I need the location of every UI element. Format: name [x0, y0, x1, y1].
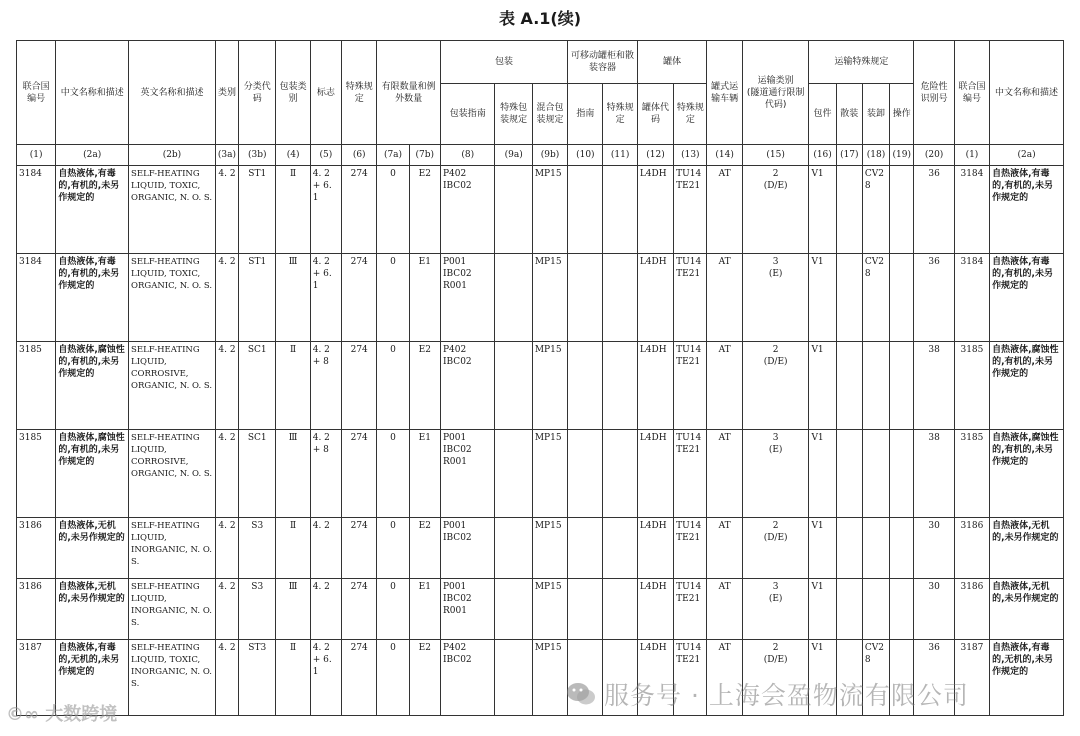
cell-limited-quantity: 0	[377, 254, 409, 342]
cell-name-en: SELF-HEATING LIQUID, INORGANIC, N. O. S.	[129, 518, 216, 579]
cell-class-code: S3	[239, 518, 276, 579]
header-pack-special: 特殊包装规定	[495, 84, 532, 145]
cell-special-provisions: 274	[342, 579, 377, 640]
cell-labels: 4. 2	[310, 579, 341, 640]
cell-st-packages: V1	[809, 166, 836, 254]
cell-st-operation	[890, 166, 914, 254]
brand-logo	[6, 700, 117, 726]
header-tank-code: 罐体代码	[637, 84, 673, 145]
header-class: 类别	[215, 41, 238, 145]
cell-class-code: ST1	[239, 166, 276, 254]
header-class-code: 分类代码	[239, 41, 276, 145]
cell-mixed-packing: MP15	[532, 430, 567, 518]
watermark	[566, 676, 969, 713]
cell-packing-instruction: P001 IBC02 R001	[440, 254, 495, 342]
cell-un-number-right: 3185	[954, 342, 989, 430]
column-number: (7a)	[377, 145, 409, 166]
header-tank-vehicle: 罐式运输车辆	[707, 41, 742, 145]
cell-packing-instruction: P402 IBC02	[440, 342, 495, 430]
cell-name-zh-right: 自热液体,腐蚀性的,有机的,未另作规定的	[990, 430, 1064, 518]
cell-st-bulk	[836, 254, 862, 342]
header-name-zh-right: 中文名称和描述	[990, 41, 1064, 145]
header-tank-special: 特殊规定	[674, 84, 707, 145]
cell-hazard-id: 36	[914, 254, 954, 342]
column-number: (6)	[342, 145, 377, 166]
cell-packing-instruction: P001 IBC02	[440, 518, 495, 579]
cell-st-operation	[890, 579, 914, 640]
cell-portable-instruction	[568, 579, 603, 640]
cell-mixed-packing: MP15	[532, 579, 567, 640]
column-number: (5)	[310, 145, 341, 166]
cell-name-en: SELF-HEATING LIQUID, INORGANIC, N. O. S.	[129, 579, 216, 640]
header-portable-tanks: 可移动罐柜和散装容器	[568, 41, 638, 84]
cell-name-en: SELF-HEATING LIQUID, TOXIC, ORGANIC, N. O. S.	[129, 254, 216, 342]
cell-st-packages: V1	[809, 430, 836, 518]
column-number: (11)	[603, 145, 637, 166]
column-number: (14)	[707, 145, 742, 166]
cell-st-bulk	[836, 166, 862, 254]
logo-icon: ©∞	[6, 704, 46, 725]
cell-hazard-id: 36	[914, 166, 954, 254]
cell-tank-vehicle: AT	[707, 430, 742, 518]
cell-st-bulk	[836, 430, 862, 518]
cell-name-zh: 自热液体,腐蚀性的,有机的,未另作规定的	[56, 430, 129, 518]
cell-name-zh-right: 自热液体,无机的,未另作规定的	[990, 579, 1064, 640]
logo-text: 大数跨境	[45, 704, 118, 725]
cell-limited-quantity: 0	[377, 518, 409, 579]
cell-un-number: 3186	[17, 579, 56, 640]
watermark-text: 服务号 · 上海会盈物流有限公司	[604, 681, 969, 710]
cell-transport-category: 2 (D/E)	[742, 640, 809, 716]
cell-st-bulk	[836, 342, 862, 430]
cell-limited-quantity: 0	[377, 579, 409, 640]
cell-name-zh-right: 自热液体,腐蚀性的,有机的,未另作规定的	[990, 342, 1064, 430]
cell-st-packages: V1	[809, 254, 836, 342]
cell-mixed-packing: MP15	[532, 342, 567, 430]
cell-class: 4. 2	[215, 430, 238, 518]
cell-name-zh: 自热液体,有毒的,无机的,未另作规定的	[56, 640, 129, 716]
header-name-en: 英文名称和描述	[129, 41, 216, 145]
cell-tank-special: TU14 TE21	[674, 518, 707, 579]
column-number: (18)	[862, 145, 889, 166]
header-special-transport: 运输特殊规定	[809, 41, 914, 84]
cell-portable-special	[603, 254, 637, 342]
cell-packing-instruction: P001 IBC02 R001	[440, 579, 495, 640]
cell-labels: 4. 2 + 6. 1	[310, 254, 341, 342]
cell-class-code: SC1	[239, 430, 276, 518]
cell-un-number-right: 3186	[954, 579, 989, 640]
cell-excepted-quantity: E1	[409, 254, 440, 342]
cell-labels: 4. 2 + 8	[310, 430, 341, 518]
column-number: (3a)	[215, 145, 238, 166]
header-pack-mixed: 混合包装规定	[532, 84, 567, 145]
cell-class: 4. 2	[215, 166, 238, 254]
cell-st-loading: CV28	[862, 166, 889, 254]
cell-mixed-packing: MP15	[532, 640, 567, 716]
column-number: (19)	[890, 145, 914, 166]
cell-packing-special	[495, 342, 532, 430]
cell-packing-special	[495, 166, 532, 254]
cell-st-packages: V1	[809, 579, 836, 640]
cell-tank-vehicle: AT	[707, 579, 742, 640]
cell-packing-group: Ⅲ	[276, 579, 310, 640]
cell-tank-special: TU14 TE21	[674, 640, 707, 716]
cell-st-loading	[862, 579, 889, 640]
cell-class: 4. 2	[215, 640, 238, 716]
cell-st-loading: CV28	[862, 640, 889, 716]
cell-st-bulk	[836, 518, 862, 579]
cell-st-operation	[890, 518, 914, 579]
cell-special-provisions: 274	[342, 518, 377, 579]
cell-tank-special: TU14 TE21	[674, 166, 707, 254]
cell-portable-instruction	[568, 166, 603, 254]
cell-class-code: SC1	[239, 342, 276, 430]
cell-packing-instruction: P001 IBC02 R001	[440, 430, 495, 518]
cell-packing-group: Ⅲ	[276, 254, 310, 342]
header-hazard-id: 危险性识别号	[914, 41, 954, 145]
cell-name-en: SELF-HEATING LIQUID, CORROSIVE, ORGANIC, N. O. S.	[129, 430, 216, 518]
cell-portable-instruction	[568, 342, 603, 430]
cell-st-operation	[890, 342, 914, 430]
cell-packing-group: Ⅱ	[276, 640, 310, 716]
cell-portable-special	[603, 430, 637, 518]
cell-un-number-right: 3187	[954, 640, 989, 716]
cell-tank-vehicle: AT	[707, 640, 742, 716]
cell-st-packages: V1	[809, 640, 836, 716]
cell-excepted-quantity: E1	[409, 430, 440, 518]
cell-tank-code: L4DH	[637, 579, 673, 640]
cell-mixed-packing: MP15	[532, 254, 567, 342]
cell-un-number-right: 3184	[954, 254, 989, 342]
table-row	[17, 518, 1064, 579]
cell-st-packages: V1	[809, 518, 836, 579]
header-packaging: 包装	[440, 41, 567, 84]
cell-un-number: 3187	[17, 640, 56, 716]
wechat-icon	[566, 681, 596, 713]
cell-class: 4. 2	[215, 254, 238, 342]
cell-excepted-quantity: E2	[409, 518, 440, 579]
header-st-operation: 操作	[890, 84, 914, 145]
cell-tank-code: L4DH	[637, 518, 673, 579]
cell-tank-code: L4DH	[637, 254, 673, 342]
cell-tank-code: L4DH	[637, 342, 673, 430]
cell-portable-special	[603, 166, 637, 254]
cell-portable-instruction	[568, 254, 603, 342]
cell-hazard-id: 30	[914, 518, 954, 579]
table-body	[17, 166, 1064, 716]
cell-name-zh: 自热液体,有毒的,有机的,未另作规定的	[56, 166, 129, 254]
cell-st-loading	[862, 430, 889, 518]
cell-hazard-id: 36	[914, 640, 954, 716]
cell-un-number-right: 3186	[954, 518, 989, 579]
cell-tank-vehicle: AT	[707, 342, 742, 430]
column-number: (3b)	[239, 145, 276, 166]
cell-name-zh-right: 自热液体,有毒的,有机的,未另作规定的	[990, 166, 1064, 254]
cell-name-en: SELF-HEATING LIQUID, TOXIC, INORGANIC, N. O. S.	[129, 640, 216, 716]
cell-limited-quantity: 0	[377, 166, 409, 254]
cell-portable-special	[603, 579, 637, 640]
header-packing-group: 包装类别	[276, 41, 310, 145]
cell-packing-special	[495, 640, 532, 716]
cell-un-number: 3185	[17, 430, 56, 518]
column-number: (4)	[276, 145, 310, 166]
column-number: (13)	[674, 145, 707, 166]
header-tunnel-code-label: (隧道通行限制代码)	[746, 87, 805, 110]
header-pack-instruction: 包装指南	[440, 84, 495, 145]
cell-tank-special: TU14 TE21	[674, 342, 707, 430]
column-number: (17)	[836, 145, 862, 166]
cell-name-zh-right: 自热液体,无机的,未另作规定的	[990, 518, 1064, 579]
cell-transport-category: 3 (E)	[742, 430, 809, 518]
cell-packing-special	[495, 430, 532, 518]
cell-name-en: SELF-HEATING LIQUID, TOXIC, ORGANIC, N. O. S.	[129, 166, 216, 254]
column-number: (7b)	[409, 145, 440, 166]
cell-name-zh-right: 自热液体,有毒的,有机的,未另作规定的	[990, 254, 1064, 342]
cell-name-zh: 自热液体,无机的,未另作规定的	[56, 518, 129, 579]
cell-st-operation	[890, 254, 914, 342]
cell-hazard-id: 38	[914, 342, 954, 430]
cell-st-loading	[862, 518, 889, 579]
cell-transport-category: 2 (D/E)	[742, 518, 809, 579]
cell-mixed-packing: MP15	[532, 518, 567, 579]
cell-un-number: 3186	[17, 518, 56, 579]
cell-hazard-id: 30	[914, 579, 954, 640]
cell-tank-special: TU14 TE21	[674, 430, 707, 518]
column-number: (2b)	[129, 145, 216, 166]
header-un-no: 联合国编号	[17, 41, 56, 145]
cell-portable-special	[603, 342, 637, 430]
cell-name-zh-right: 自热液体,有毒的,无机的,未另作规定的	[990, 640, 1064, 716]
cell-transport-category: 2 (D/E)	[742, 342, 809, 430]
cell-un-number-right: 3185	[954, 430, 989, 518]
cell-packing-special	[495, 518, 532, 579]
cell-class: 4. 2	[215, 342, 238, 430]
cell-name-zh: 自热液体,有毒的,有机的,未另作规定的	[56, 254, 129, 342]
cell-packing-instruction: P402 IBC02	[440, 166, 495, 254]
column-number: (2a)	[990, 145, 1064, 166]
cell-excepted-quantity: E2	[409, 640, 440, 716]
column-number: (20)	[914, 145, 954, 166]
cell-st-loading	[862, 342, 889, 430]
cell-portable-special	[603, 518, 637, 579]
cell-portable-instruction	[568, 518, 603, 579]
cell-name-zh: 自热液体,腐蚀性的,有机的,未另作规定的	[56, 342, 129, 430]
column-number: (10)	[568, 145, 603, 166]
cell-tank-special: TU14 TE21	[674, 579, 707, 640]
cell-special-provisions: 274	[342, 640, 377, 716]
cell-labels: 4. 2 + 6. 1	[310, 166, 341, 254]
header-portable-special: 特殊规定	[603, 84, 637, 145]
cell-limited-quantity: 0	[377, 430, 409, 518]
column-number: (8)	[440, 145, 495, 166]
table-row	[17, 430, 1064, 518]
cell-tank-vehicle: AT	[707, 254, 742, 342]
header-limited-excepted: 有限数量和例外数量	[377, 41, 441, 145]
cell-name-zh: 自热液体,无机的,未另作规定的	[56, 579, 129, 640]
cell-class: 4. 2	[215, 579, 238, 640]
cell-transport-category: 3 (E)	[742, 579, 809, 640]
cell-packing-special	[495, 579, 532, 640]
cell-un-number-right: 3184	[954, 166, 989, 254]
cell-packing-group: Ⅱ	[276, 166, 310, 254]
cell-tank-code: L4DH	[637, 430, 673, 518]
column-number: (9a)	[495, 145, 532, 166]
cell-special-provisions: 274	[342, 166, 377, 254]
cell-un-number: 3184	[17, 254, 56, 342]
cell-tank-special: TU14 TE21	[674, 254, 707, 342]
cell-packing-group: Ⅲ	[276, 430, 310, 518]
header-labels: 标志	[310, 41, 341, 145]
cell-transport-category: 3 (E)	[742, 254, 809, 342]
cell-un-number: 3185	[17, 342, 56, 430]
cell-mixed-packing: MP15	[532, 166, 567, 254]
cell-st-loading: CV28	[862, 254, 889, 342]
cell-st-packages: V1	[809, 342, 836, 430]
cell-special-provisions: 274	[342, 254, 377, 342]
cell-un-number: 3184	[17, 166, 56, 254]
cell-special-provisions: 274	[342, 430, 377, 518]
cell-class-code: ST1	[239, 254, 276, 342]
header-transport-category	[742, 41, 809, 145]
table-row	[17, 579, 1064, 640]
column-number: (15)	[742, 145, 809, 166]
cell-tank-vehicle: AT	[707, 166, 742, 254]
cell-labels: 4. 2	[310, 518, 341, 579]
table-row	[17, 166, 1064, 254]
cell-st-operation	[890, 430, 914, 518]
cell-excepted-quantity: E2	[409, 342, 440, 430]
cell-tank-vehicle: AT	[707, 518, 742, 579]
cell-hazard-id: 38	[914, 430, 954, 518]
cell-class: 4. 2	[215, 518, 238, 579]
cell-labels: 4. 2 + 8	[310, 342, 341, 430]
cell-class-code: S3	[239, 579, 276, 640]
header-transport-category-label: 运输类别	[757, 75, 794, 86]
cell-limited-quantity: 0	[377, 640, 409, 716]
header-portable-instruction: 指南	[568, 84, 603, 145]
cell-special-provisions: 274	[342, 342, 377, 430]
cell-tank-code: L4DH	[637, 640, 673, 716]
cell-excepted-quantity: E2	[409, 166, 440, 254]
cell-st-bulk	[836, 579, 862, 640]
column-number: (1)	[954, 145, 989, 166]
header-special-provisions: 特殊规定	[342, 41, 377, 145]
cell-transport-category: 2 (D/E)	[742, 166, 809, 254]
header-st-packages: 包件	[809, 84, 836, 145]
column-number: (1)	[17, 145, 56, 166]
cell-class-code: ST3	[239, 640, 276, 716]
column-number-row	[17, 145, 1064, 166]
header-un-no-right: 联合国编号	[954, 41, 989, 145]
cell-tank-code: L4DH	[637, 166, 673, 254]
header-st-bulk: 散装	[836, 84, 862, 145]
dangerous-goods-table	[16, 40, 1064, 716]
header-st-loading: 装卸	[862, 84, 889, 145]
cell-portable-instruction	[568, 430, 603, 518]
cell-excepted-quantity: E1	[409, 579, 440, 640]
cell-packing-group: Ⅱ	[276, 342, 310, 430]
table-row	[17, 254, 1064, 342]
column-number: (9b)	[532, 145, 567, 166]
cell-name-en: SELF-HEATING LIQUID, CORROSIVE, ORGANIC, N. O. S.	[129, 342, 216, 430]
cell-packing-group: Ⅱ	[276, 518, 310, 579]
table-caption: 表 A.1(续)	[498, 9, 582, 28]
header-name-zh: 中文名称和描述	[56, 41, 129, 145]
column-number: (12)	[637, 145, 673, 166]
column-number: (16)	[809, 145, 836, 166]
column-number: (2a)	[56, 145, 129, 166]
cell-limited-quantity: 0	[377, 342, 409, 430]
table-row	[17, 342, 1064, 430]
cell-packing-instruction: P402 IBC02	[440, 640, 495, 716]
header-tank: 罐体	[637, 41, 707, 84]
cell-packing-special	[495, 254, 532, 342]
cell-labels: 4. 2 + 6. 1	[310, 640, 341, 716]
